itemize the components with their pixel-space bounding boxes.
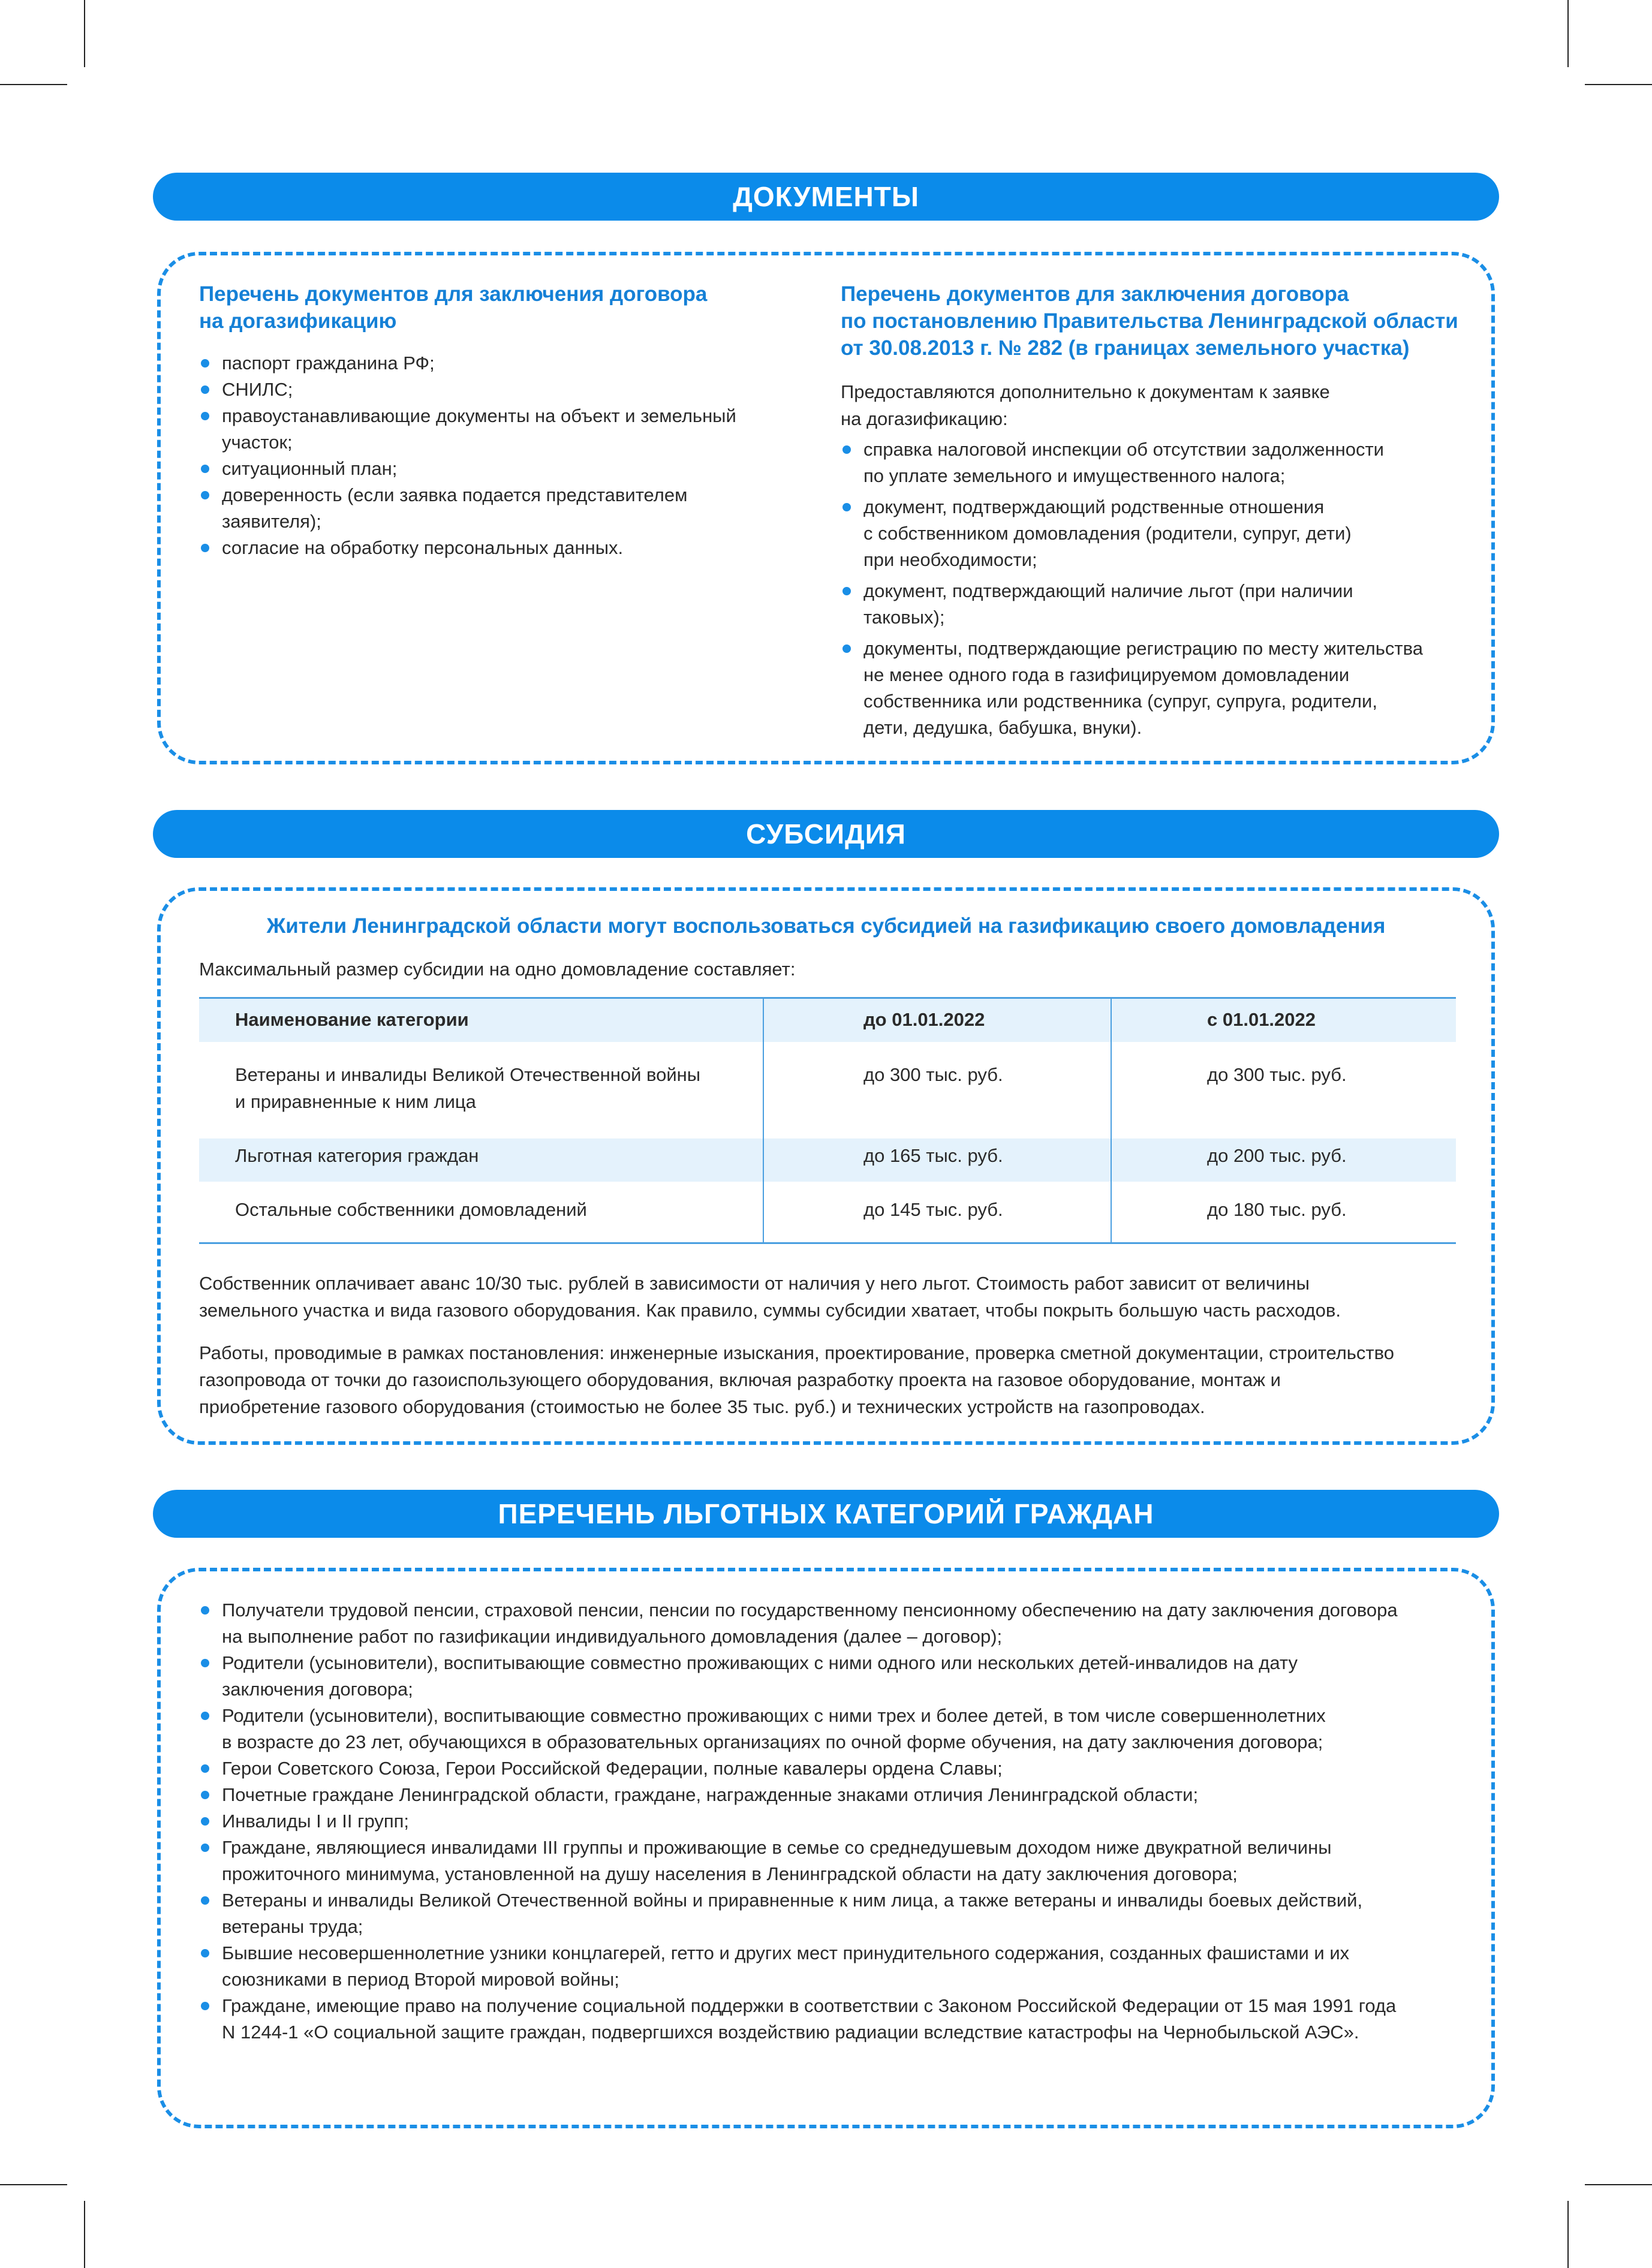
list-item: доверенность (если заявка подается представителем заявителя); bbox=[199, 482, 799, 535]
subsidy-intro: Максимальный размер субсидии на одно домовладение составляет: bbox=[199, 959, 796, 980]
table-column-divider bbox=[763, 997, 764, 1244]
list-item: справка налоговой инспекции об отсутствии задолженности по уплате земельного и имущественного налога; bbox=[841, 436, 1482, 489]
table-cell: до 180 тыс. руб. bbox=[1207, 1199, 1347, 1220]
crop-mark bbox=[1585, 84, 1652, 85]
documents-right-heading: Перечень документов для заключения договора по постановлению Правительства Ленинградской области от 30.08.2013 г. № 282 (в границах земельного участка) bbox=[841, 282, 1458, 360]
documents-left-heading: Перечень документов для заключения договора на догазификацию bbox=[199, 282, 708, 333]
list-item: ситуационный план; bbox=[199, 456, 799, 482]
list-item: документ, подтверждающий наличие льгот (при наличии таковых); bbox=[841, 578, 1482, 631]
table-column-divider bbox=[1111, 997, 1112, 1244]
list-item: СНИЛС; bbox=[199, 377, 799, 403]
table-header-cell: с 01.01.2022 bbox=[1207, 1009, 1316, 1030]
table-top-border bbox=[199, 997, 1456, 999]
benefits-list bbox=[199, 1597, 1470, 2046]
table-cell: до 200 тыс. руб. bbox=[1207, 1145, 1347, 1166]
subsidy-heading: Жители Ленинградской области могут воспользоваться субсидией на газификацию своего домовладения bbox=[266, 914, 1386, 938]
list-item: Инвалиды I и II групп; bbox=[199, 1808, 1470, 1835]
list-item: паспорт гражданина РФ; bbox=[199, 350, 799, 377]
list-item: Родители (усыновители), воспитывающие совместно проживающих с ними одного или нескольких детей-инвалидов на дату заключения договора; bbox=[199, 1650, 1470, 1703]
list-item: документы, подтверждающие регистрацию по месту жительства не менее одного года в газифицируемом домовладении собственника или родственника (супруг, супруга, родители, дети, дедушка, бабушка, внуки). bbox=[841, 635, 1482, 741]
crop-mark bbox=[1567, 2201, 1569, 2268]
table-cell: до 145 тыс. руб. bbox=[863, 1199, 1003, 1220]
list-item: согласие на обработку персональных данных. bbox=[199, 535, 799, 561]
documents-left-list bbox=[199, 350, 799, 561]
table-header-cell: до 01.01.2022 bbox=[863, 1009, 985, 1030]
list-item: Герои Советского Союза, Герои Российской Федерации, полные кавалеры ордена Славы; bbox=[199, 1755, 1470, 1782]
list-item: правоустанавливающие документы на объект и земельный участок; bbox=[199, 403, 799, 456]
crop-mark bbox=[1567, 0, 1569, 67]
list-item: Ветераны и инвалиды Великой Отечественной войны и приравненные к ним лица, а также ветераны и инвалиды боевых действий, ветераны труда; bbox=[199, 1887, 1470, 1940]
table-cell: до 300 тыс. руб. bbox=[863, 1064, 1003, 1085]
list-item: Родители (усыновители), воспитывающие совместно проживающих с ними трех и более детей, в том числе совершеннолетних в возрасте до 23 лет, обучающихся в образовательных организациях по очной форме обучения, на дату заключения договора; bbox=[199, 1703, 1470, 1755]
table-cell: Льготная категория граждан bbox=[235, 1145, 479, 1166]
table-cell: Остальные собственники домовладений bbox=[235, 1199, 587, 1220]
table-cell: Ветераны и инвалиды Великой Отечественной войны и приравненные к ним лица bbox=[235, 1064, 701, 1112]
table-cell: до 300 тыс. руб. bbox=[1207, 1064, 1347, 1085]
subsidy-paragraph-works: Работы, проводимые в рамках постановления: инженерные изыскания, проектирование, проверка сметной документации, строительство газопровода от точки до газоиспользующего оборудования, включая разработку проекта на газовое оборудование, монтаж и приобретение газового оборудования (стоимостью не более 35 тыс. руб.) и технических устройств на газопроводах. bbox=[199, 1342, 1394, 1417]
list-item: Получатели трудовой пенсии, страховой пенсии, пенсии по государственному пенсионному обеспечению на дату заключения договора на выполнение работ по газификации индивидуального домовладения (далее – договор); bbox=[199, 1597, 1470, 1650]
list-item: Граждане, являющиеся инвалидами III группы и проживающие в семье со среднедушевым доходом ниже двукратной величины прожиточного минимума, установленной на душу населения в Ленинградской области на дату заключения договора; bbox=[199, 1835, 1470, 1887]
crop-mark bbox=[0, 84, 67, 85]
list-item: Почетные граждане Ленинградской области, граждане, награжденные знаками отличия Ленинградской области; bbox=[199, 1782, 1470, 1808]
crop-mark bbox=[84, 0, 85, 67]
crop-mark bbox=[1585, 2184, 1652, 2185]
subsidy-section-title: СУБСИДИЯ bbox=[153, 810, 1499, 858]
list-item: Граждане, имеющие право на получение социальной поддержки в соответствии с Законом Российской Федерации от 15 мая 1991 года N 1244-1 «О социальной защите граждан, подвергшихся воздействию радиации вследствие катастрофы на Чернобыльской АЭС». bbox=[199, 1993, 1470, 2046]
documents-section-title: ДОКУМЕНТЫ bbox=[153, 173, 1499, 221]
crop-mark bbox=[84, 2201, 85, 2268]
table-cell: до 165 тыс. руб. bbox=[863, 1145, 1003, 1166]
list-item: документ, подтверждающий родственные отношения с собственником домовладения (родители, супруг, дети) при необходимости; bbox=[841, 494, 1482, 573]
crop-mark bbox=[0, 2184, 67, 2185]
table-header-cell: Наименование категории bbox=[235, 1009, 469, 1030]
benefits-section-title: ПЕРЕЧЕНЬ ЛЬГОТНЫХ КАТЕГОРИЙ ГРАЖДАН bbox=[153, 1490, 1499, 1538]
documents-right-intro: Предоставляются дополнительно к документам к заявке на догазификацию: bbox=[841, 381, 1330, 429]
documents-right-list bbox=[841, 436, 1482, 746]
list-item: Бывшие несовершеннолетние узники концлагерей, гетто и других мест принудительного содержания, созданных фашистами и их союзниками в период Второй мировой войны; bbox=[199, 1940, 1470, 1993]
subsidy-paragraph-advance: Собственник оплачивает аванс 10/30 тыс. рублей в зависимости от наличия у него льгот. Стоимость работ зависит от величины земельного участка и вида газового оборудования. Как правило, суммы субсидии хватает, чтобы покрыть большую часть расходов. bbox=[199, 1273, 1341, 1321]
table-bottom-border bbox=[199, 1242, 1456, 1244]
